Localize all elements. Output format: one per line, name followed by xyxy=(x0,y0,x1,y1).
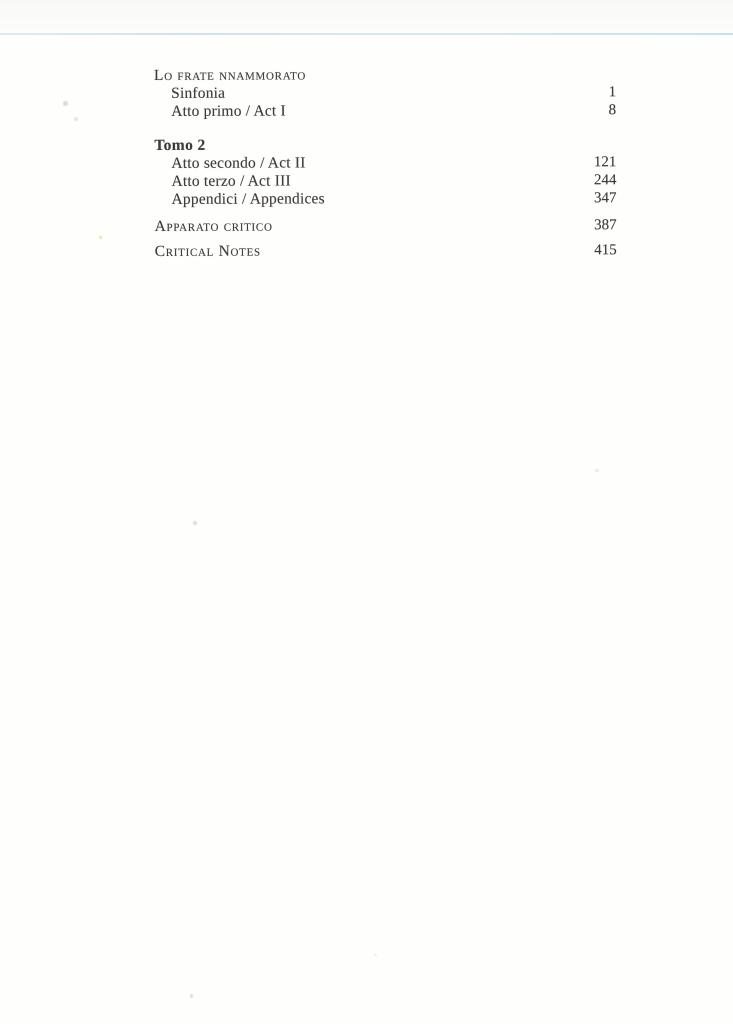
scan-top-edge xyxy=(0,0,733,33)
toc-label: Critical Notes xyxy=(154,242,261,260)
toc-entry-appendici xyxy=(154,189,616,209)
toc-page-number: 244 xyxy=(593,172,617,189)
toc-label: Lo frate nnammorato xyxy=(154,66,307,84)
toc-page-number: 347 xyxy=(593,190,617,207)
toc-page-number: 8 xyxy=(608,102,617,119)
toc-label: Atto terzo / Act III xyxy=(171,172,291,190)
scan-speck xyxy=(99,236,102,239)
toc-entry-critical-notes xyxy=(155,241,617,261)
toc-page-number: 1 xyxy=(608,84,617,101)
scan-edge-line xyxy=(0,33,733,35)
toc-label: Atto secondo / Act II xyxy=(171,154,306,172)
toc-entry-apparato-critico xyxy=(155,216,617,236)
toc-entry-atto-terzo xyxy=(154,171,616,191)
toc-label: Atto primo / Act I xyxy=(171,102,286,120)
scan-speck xyxy=(374,954,377,956)
table-of-contents xyxy=(154,65,617,261)
toc-page-number: 387 xyxy=(594,217,617,234)
scan-speck xyxy=(595,469,599,472)
toc-label: Apparato critico xyxy=(154,217,273,235)
toc-entry-sinfonia xyxy=(154,83,616,103)
toc-label: Appendici / Appendices xyxy=(171,190,325,208)
toc-volume-heading xyxy=(154,135,616,155)
scan-speck xyxy=(74,117,78,121)
scan-speck xyxy=(190,994,193,998)
toc-work-title xyxy=(154,65,616,85)
scan-speck xyxy=(63,101,68,106)
toc-entry-atto-primo xyxy=(154,101,616,121)
toc-page-number: 121 xyxy=(593,154,617,171)
scan-speck xyxy=(193,521,197,525)
toc-label: Tomo 2 xyxy=(154,136,206,154)
toc-label: Sinfonia xyxy=(171,84,226,102)
toc-page-number: 415 xyxy=(594,242,617,259)
toc-entry-atto-secondo xyxy=(154,153,616,173)
